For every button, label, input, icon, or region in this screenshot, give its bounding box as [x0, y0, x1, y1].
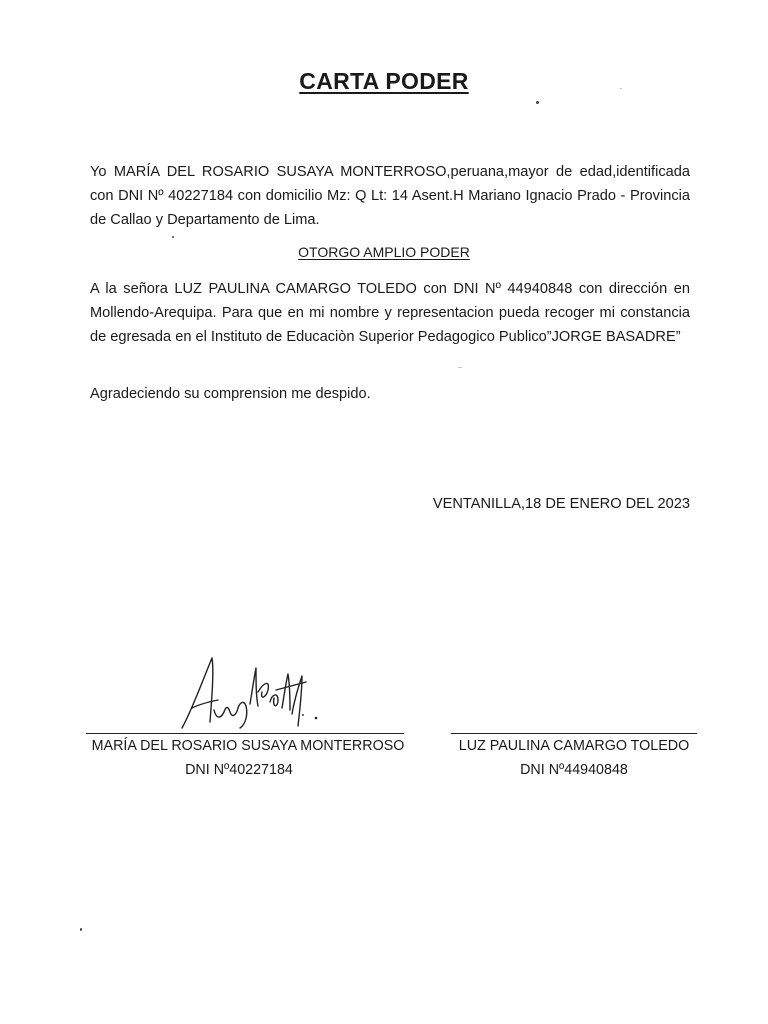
scan-speck: [536, 101, 539, 104]
place-date: VENTANILLA,18 DE ENERO DEL 2023: [432, 496, 690, 512]
closing-paragraph: Agradeciendo su comprension me despido.: [90, 386, 371, 402]
attorney-dni: DNI Nº44940848: [520, 762, 628, 778]
signature-line-grantor: [86, 733, 404, 734]
attorney-paragraph: A la señora LUZ PAULINA CAMARGO TOLEDO con DNI Nº 44940848 con dirección en Mollendo-Arequipa. Para que en mi nombre y representacion pueda recoger mi constancia de egresada en el Instituto de Educaciòn Superior Pedagogico Publico”JORGE BASADRE”: [90, 281, 690, 345]
grantor-dni: DNI Nº40227184: [185, 762, 293, 778]
scan-speck: [172, 236, 174, 238]
document-title: CARTA PODER: [299, 68, 469, 94]
signature-line-attorney: [451, 733, 697, 734]
grant-heading: OTORGO AMPLIO PODER: [298, 244, 470, 260]
grantor-name: MARÍA DEL ROSARIO SUSAYA MONTERROSO: [91, 738, 405, 754]
scan-speck: [620, 88, 622, 89]
attorney-name: LUZ PAULINA CAMARGO TOLEDO: [458, 738, 690, 754]
scan-speck: [458, 367, 462, 368]
handwritten-signature: [174, 652, 324, 736]
scan-speck: [302, 714, 304, 716]
grantor-paragraph: Yo MARÍA DEL ROSARIO SUSAYA MONTERROSO,peruana,mayor de edad,identificada con DNI Nº 40227184 con domicilio Mz: Q Lt: 14 Asent.H Mariano Ignacio Prado - Provincia de Callao y Departamento de Lima.: [90, 164, 690, 228]
scan-speck: [80, 928, 82, 931]
